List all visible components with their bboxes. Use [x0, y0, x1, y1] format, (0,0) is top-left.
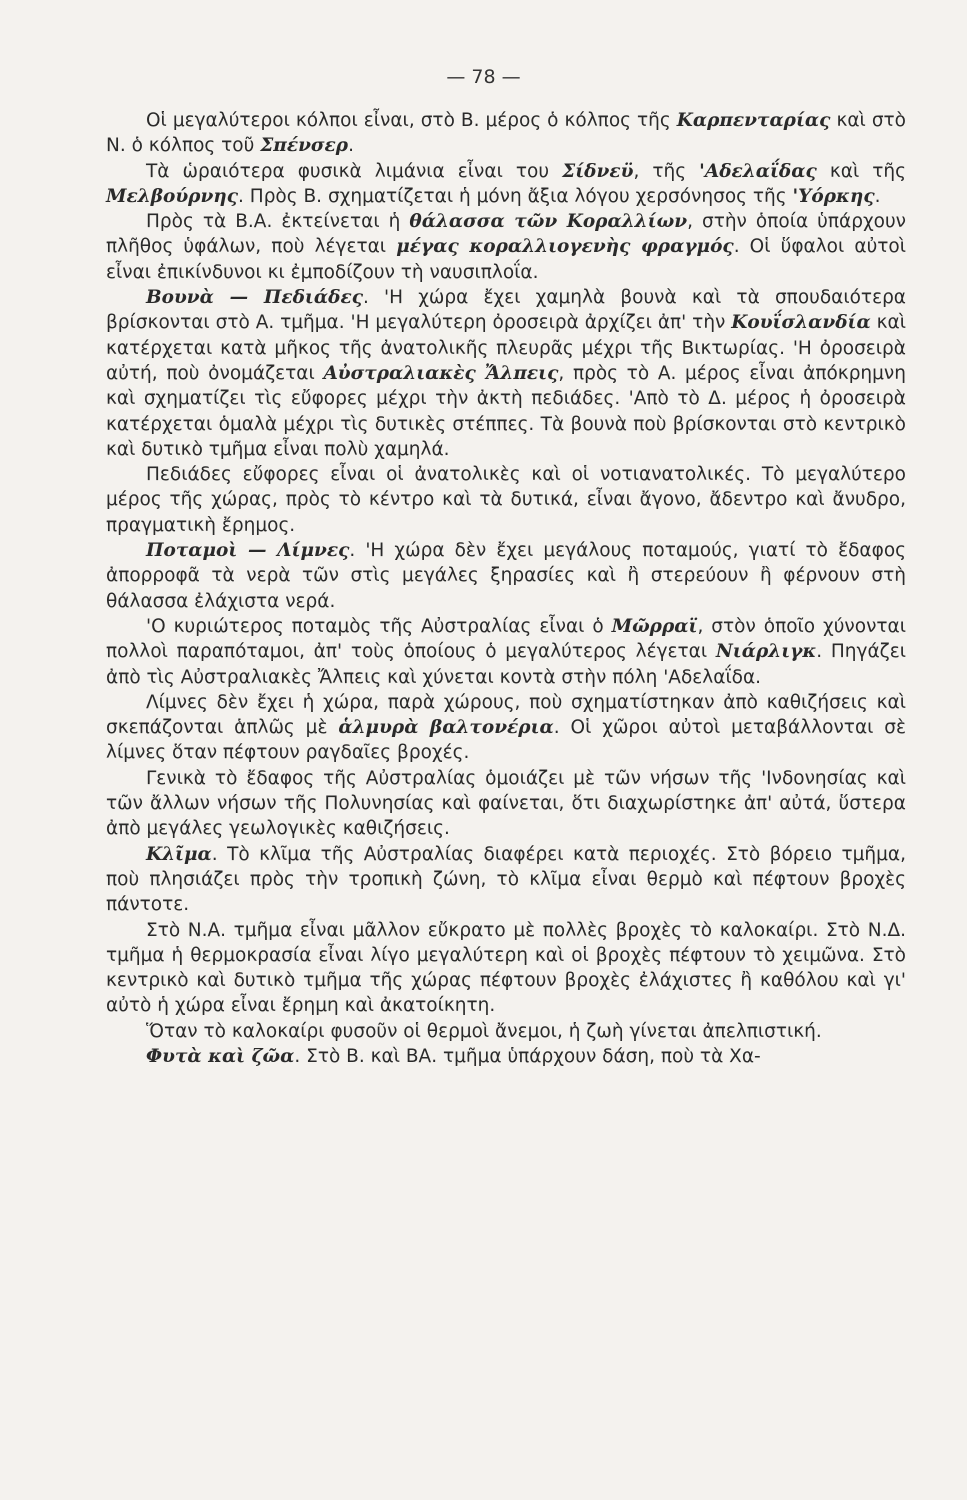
emphasized-term: Ποταμοὶ — Λίμνες: [146, 540, 350, 562]
paragraph: [106, 1019, 906, 1044]
paragraph-text: 'Ο κυριώτερος ποταμὸς τῆς Αὐστραλίας εἶναι ὁ: [146, 615, 612, 637]
paragraph: [106, 1044, 906, 1069]
emphasized-term: θάλασσα τῶν Κοραλλίων: [409, 211, 688, 233]
paragraph-text: Γενικὰ τὸ ἔδαφος τῆς Αὐστραλίας ὁμοιάζει μὲ τῶν νήσων τῆς 'Ινδονησίας καὶ τῶν ἄλλων νήσων τῆς Πολυνησίας καὶ φαίνεται, ὅτι διαχωρίστηκε ἀπ' αὐτά, ὕστερα ἀπὸ μεγάλες γεωλογικὲς καθιζήσεις.: [106, 767, 906, 840]
emphasized-term: Καρπενταρίας: [676, 110, 831, 131]
paragraph: [106, 690, 906, 766]
paragraph: [106, 462, 906, 538]
paragraph: [106, 159, 906, 210]
paragraph-text: Ὅταν τὸ καλοκαίρι φυσοῦν οἱ θερμοὶ ἄνεμοι, ἡ ζωὴ γίνεται ἀπελπιστική.: [146, 1020, 822, 1042]
paragraph-text: Στὸ Ν.Α. τμῆμα εἶναι μᾶλλον εὔκρατο μὲ πολλὲς βροχὲς τὸ καλοκαίρι. Στὸ Ν.Δ. τμῆμα ἡ θερμοκρασία εἶναι λίγο μεγαλύτερη καὶ οἱ βροχὲς πέφτουν τὸ χειμῶνα. Στὸ κεντρικὸ καὶ δυτικὸ τμῆμα τῆς χώρας πέφτουν βροχὲς ἐλάχιστες ἢ καθόλου καὶ γι' αὐτὸ ἡ χώρα εἶναι ἔρημη καὶ ἀκατοίκητη.: [106, 919, 906, 1017]
emphasized-term: 'Αδελαΐδας: [699, 160, 817, 182]
paragraph: [106, 614, 906, 690]
paragraph-text: , πρὸς τὸ Α. μέρος εἶναι ἀπόκρημνη καὶ σχηματίζει τὶς εὔφορες μέχρι τὴν ἀκτὴ πεδιάδες. 'Απὸ τὸ Δ. μέρος ἡ ὀροσειρὰ κατέρχεται ὁμαλὰ μέχρι τὶς δυτικὲς στέππες. Τὰ βουνὰ ποὺ βρίσκονται στὸ κεντρικὸ καὶ δυτικὸ τμῆμα εἶναι πολὺ χαμηλά.: [106, 362, 906, 460]
paragraph: [106, 842, 906, 918]
emphasized-term: Αὐστραλιακὲς Ἄλπεις: [323, 362, 559, 384]
paragraph-text: . Οἱ χῶροι αὐτοὶ μεταβάλλονται σὲ λίμνες ὅταν πέφτουν ραγδαῖες βροχές.: [106, 717, 907, 764]
paragraph-text: . Στὸ Β. καὶ ΒΑ. τμῆμα ὑπάρχουν δάση, ποὺ τὰ Χα-: [294, 1045, 761, 1067]
emphasized-term: Βουνὰ — Πεδιάδες: [146, 287, 363, 309]
paragraph: [106, 108, 906, 159]
paragraph-text: . Πηγάζει ἀπὸ τὶς Αὐστραλιακὲς Ἄλπεις καὶ χύνεται κοντὰ στὴν πόλη 'Αδελαΐδα.: [106, 641, 906, 688]
emphasized-term: Σπένσερ: [260, 135, 349, 157]
paragraph-text: . 'Η χώρα ἔχει χαμηλὰ βουνὰ καὶ τὰ σπουδαιότερα βρίσκονται στὸ Α. τμῆμα. 'Η μεγαλύτερη ὀροσειρὰ ἀρχίζει ἀπ' τὴν: [106, 287, 907, 334]
paragraph-text: , τῆς: [633, 160, 700, 182]
paragraph-text: Πεδιάδες εὔφορες εἶναι οἱ ἀνατολικὲς καὶ οἱ νοτιανατολικές. Τὸ μεγαλύτερο μέρος τῆς χώρας, πρὸς τὸ κέντρο καὶ τὰ δυτικά, εἶναι ἄγονο, ἄδεντρο καὶ ἄνυδρο, πραγματικὴ ἔρημος.: [106, 464, 906, 536]
paragraph-text: . 'Η χώρα δὲν ἔχει μεγάλους ποταμούς, γιατί τὸ ἔδαφος ἀπορροφᾶ τὰ νερὰ τῶν στὶς μεγάλες ξηρασίες καὶ ἢ στερεύουν ἢ φέρνουν στὴ θάλασσα ἐλάχιστα νερά.: [106, 540, 906, 612]
paragraph-text: . Τὸ κλῖμα τῆς Αὐστραλίας διαφέρει κατὰ περιοχές. Στὸ βόρειο τμῆμα, ποὺ πλησιάζει πρὸς τὴν τροπικὴ ζώνη, τὸ κλῖμα εἶναι θερμὸ καὶ πέφτουν βροχὲς πάντοτε.: [106, 843, 906, 916]
paragraph: [106, 285, 906, 462]
emphasized-term: 'Υόρκης: [792, 185, 875, 207]
body-text: [106, 108, 906, 1069]
paragraph: [106, 538, 906, 614]
paragraph-text: Πρὸς τὰ Β.Α. ἐκτείνεται ἡ: [146, 211, 410, 233]
paragraph-text: Τὰ ὡραιότερα φυσικὰ λιμάνια εἶναι του: [146, 160, 563, 182]
paragraph-text: καὶ κατέρχεται κατὰ μῆκος τῆς ἀνατολικῆς πλευρᾶς μέχρι τῆς Βικτωρίας. 'Η ὀροσειρὰ αὐτή, ποὺ ὀνομάζεται: [106, 312, 906, 384]
emphasized-term: μέγας κοραλλιογενὴς φραγμός: [396, 236, 734, 258]
paragraph-text: Οἱ μεγαλύτεροι κόλποι εἶναι, στὸ Β. μέρος ὁ κόλπος τῆς: [146, 110, 677, 131]
emphasized-term: Φυτὰ καὶ ζῶα: [146, 1045, 295, 1067]
paragraph-text: .: [348, 135, 355, 157]
paragraph-text: . Οἱ ὕφαλοι αὐτοὶ εἶναι ἐπικίνδυνοι κι ἐμποδίζουν τὴ ναυσιπλοΐα.: [106, 236, 906, 283]
emphasized-term: Μῶρραϊ: [611, 615, 698, 637]
paragraph-text: .: [874, 185, 881, 207]
paragraph: [106, 209, 906, 285]
paragraph: [106, 766, 906, 842]
paragraph-text: , στὴν ὁποία ὑπάρχουν πλῆθος ὑφάλων, ποὺ λέγεται: [106, 211, 907, 258]
paragraph: [106, 918, 906, 1019]
paragraph-text: καὶ τῆς: [816, 160, 906, 182]
emphasized-term: ἁλμυρὰ βαλτονέρια: [338, 717, 554, 739]
emphasized-term: Μελβούρνης: [106, 185, 239, 207]
paragraph-text: . Πρὸς Β. σχηματίζεται ἡ μόνη ἄξια λόγου χερσόνησος τῆς: [238, 185, 793, 207]
page-number: — 78 —: [446, 66, 521, 88]
paragraph-text: Λίμνες δὲν ἔχει ἡ χώρα, παρὰ χώρους, ποὺ σχηματίστηκαν ἀπὸ καθιζήσεις καὶ σκεπάζονται ἁπλῶς μὲ: [106, 691, 906, 739]
emphasized-term: Κουΐσλανδία: [731, 312, 871, 334]
paragraph-text: καὶ στὸ Ν. ὁ κόλπος τοῦ: [106, 110, 906, 157]
emphasized-term: Σίδνεϋ: [562, 160, 634, 182]
paragraph-text: , στὸν ὁποῖο χύνονται πολλοὶ παραπόταμοι, ἀπ' τοὺς ὁποίους ὁ μεγαλύτερος λέγεται: [106, 615, 907, 663]
emphasized-term: Νιάρλιγκ: [715, 641, 817, 663]
emphasized-term: Κλῖμα: [146, 843, 212, 865]
